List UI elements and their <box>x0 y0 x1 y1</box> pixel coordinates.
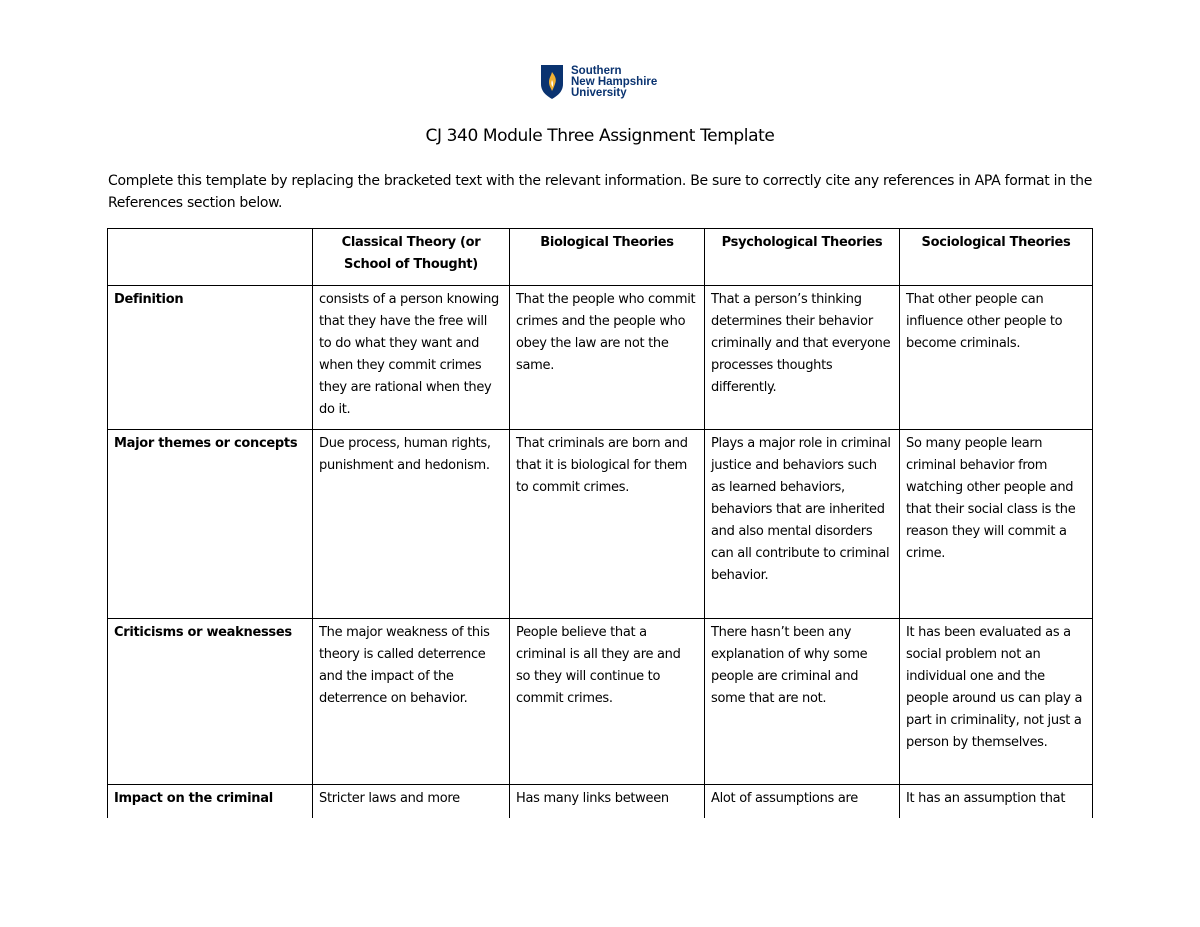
logo-line-3: University <box>571 86 627 99</box>
row-label-impact: Impact on the criminal <box>108 785 313 845</box>
logo-line-1: Southern <box>571 64 622 77</box>
row-label-definition: Definition <box>108 286 313 430</box>
university-logo <box>540 64 657 100</box>
table-row <box>108 286 1093 430</box>
table-cell: That the people who commit crimes and the people who obey the law are not the same. <box>510 286 705 430</box>
table-cell: It has an assumption that <box>900 785 1093 845</box>
document-title: CJ 340 Module Three Assignment Template <box>425 126 775 146</box>
table-cell: There hasn’t been any explanation of why some people are criminal and some that are not. <box>705 619 900 785</box>
table-header-row <box>108 229 1093 286</box>
table-cell: That criminals are born and that it is biological for them to commit crimes. <box>510 430 705 619</box>
header-cell-empty <box>108 229 313 286</box>
header-cell-biological: Biological Theories <box>510 229 705 286</box>
table-cell: So many people learn criminal behavior from watching other people and that their social class is the reason they will commit a crime. <box>900 430 1093 619</box>
page-bottom-margin <box>0 818 1200 927</box>
table-cell: Due process, human rights, punishment and hedonism. <box>313 430 510 619</box>
header-cell-sociological: Sociological Theories <box>900 229 1093 286</box>
row-label-criticisms: Criticisms or weaknesses <box>108 619 313 785</box>
table-cell: People believe that a criminal is all they are and so they will continue to commit crimes. <box>510 619 705 785</box>
table-cell: Has many links between <box>510 785 705 845</box>
table-row <box>108 619 1093 785</box>
table-cell: Plays a major role in criminal justice and behaviors such as learned behaviors, behaviors that are inherited and also mental disorders can all contribute to criminal behavior. <box>705 430 900 619</box>
theories-table <box>107 228 1093 845</box>
table-cell: That a person’s thinking determines their behavior criminally and that everyone processes thoughts differently. <box>705 286 900 430</box>
document-intro: Complete this template by replacing the bracketed text with the relevant information. Be sure to correctly cite any references in APA format in the References section below. <box>108 173 1093 211</box>
table-cell: That other people can influence other people to become criminals. <box>900 286 1093 430</box>
header-cell-classical: Classical Theory (or School of Thought) <box>313 229 510 286</box>
table-row <box>108 430 1093 619</box>
header-cell-psychological: Psychological Theories <box>705 229 900 286</box>
logo-line-2: New Hampshire <box>571 75 658 88</box>
flame-shield-icon <box>540 64 564 100</box>
row-label-major-themes: Major themes or concepts <box>108 430 313 619</box>
table-cell: consists of a person knowing that they have the free will to do what they want and when they commit crimes they are rational when they do it. <box>313 286 510 430</box>
logo-wordmark <box>571 66 657 99</box>
table-cell: The major weakness of this theory is called deterrence and the impact of the deterrence on behavior. <box>313 619 510 785</box>
table-cell: Alot of assumptions are <box>705 785 900 845</box>
table-cell: It has been evaluated as a social problem not an individual one and the people around us can play a part in criminality, not just a person by themselves. <box>900 619 1093 785</box>
table-cell: Stricter laws and more <box>313 785 510 845</box>
